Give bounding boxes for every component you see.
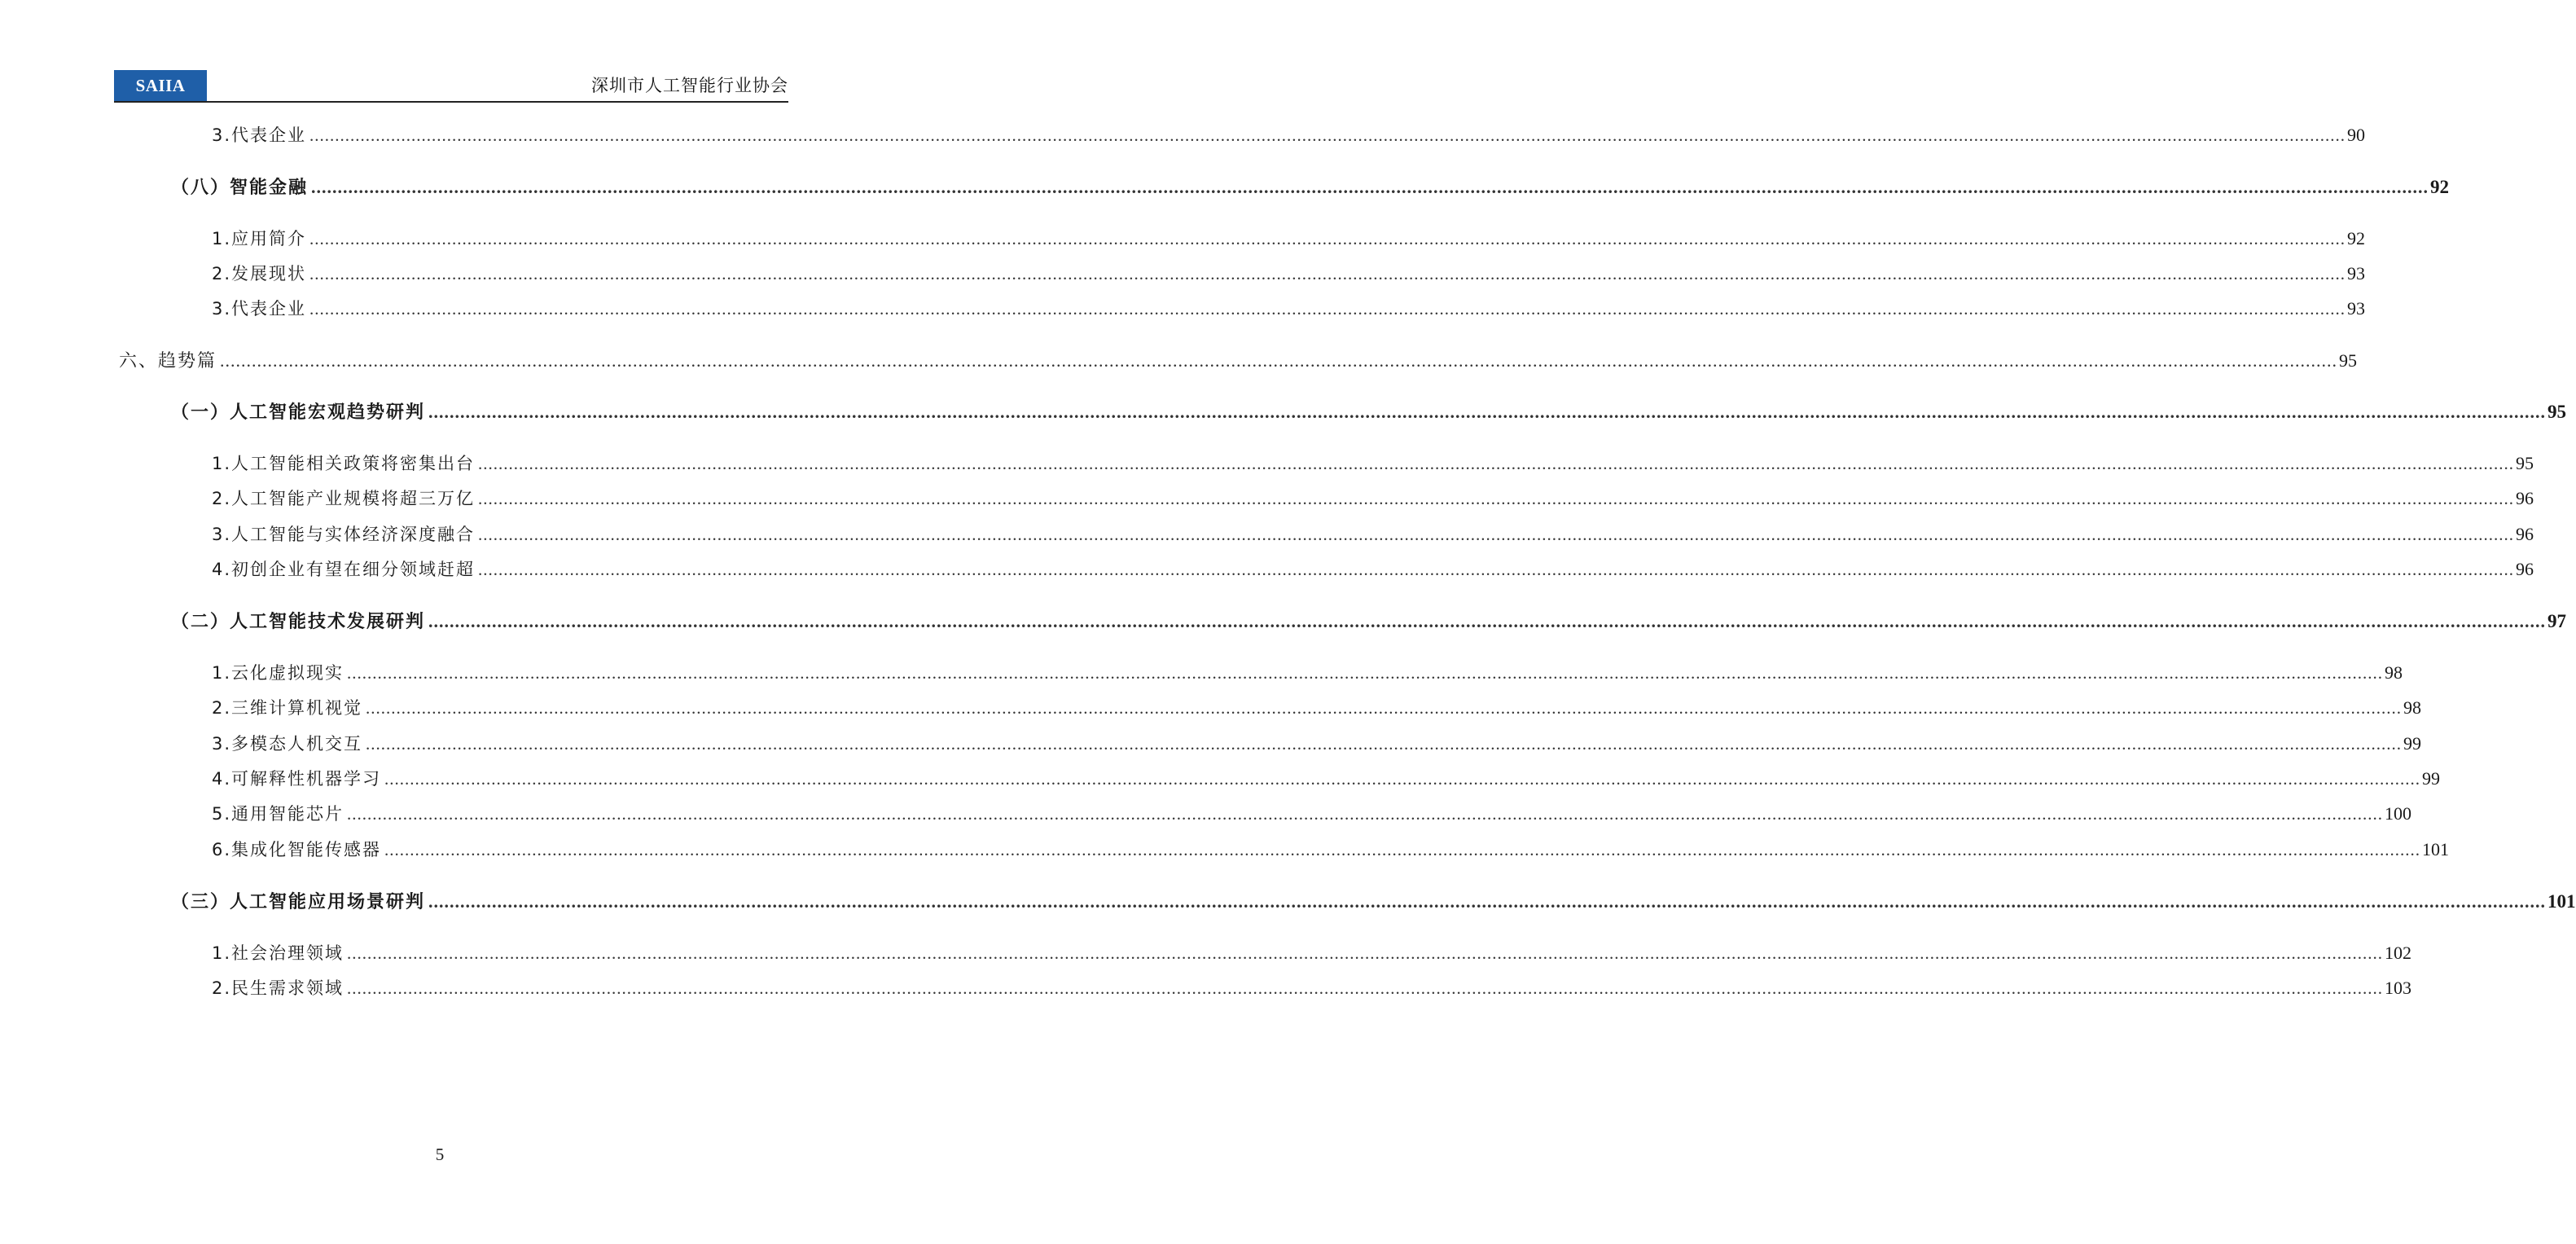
toc-dot-leader: ................................................................................................................................................................................................................................................................................................................................................................................................................ — [347, 978, 2384, 998]
toc-dot-leader: ................................................................................................................................................................................................................................................................................................................................................................................................................ — [309, 229, 2346, 248]
toc-dot-leader: ................................................................................................................................................................................................................................................................................................................................................................................................................ — [478, 525, 2515, 544]
toc-entry-title: 2.民生需求领域 — [212, 978, 344, 998]
toc-entry-page: 99 — [2422, 768, 2441, 789]
toc-entry-title: （八）智能金融 — [171, 178, 309, 198]
toc-dot-leader: ................................................................................................................................................................................................................................................................................................................................................................................................................ — [309, 125, 2346, 145]
toc-entry-page: 96 — [2516, 559, 2534, 579]
toc-entry[interactable] — [212, 226, 2366, 250]
toc-entry-title: 六、趋势篇 — [119, 351, 217, 371]
toc-entry-page: 95 — [2516, 453, 2534, 473]
toc-entry-page: 100 — [2385, 803, 2412, 824]
toc-entry[interactable] — [212, 731, 2422, 755]
toc-entry[interactable] — [212, 975, 2412, 1000]
toc-dot-leader: ................................................................................................................................................................................................................................................................................................................................................................................................................ — [478, 454, 2515, 473]
toc-entry-title: 5.通用智能芯片 — [212, 804, 344, 824]
toc-entry-title: 4.可解释性机器学习 — [212, 769, 382, 789]
toc-entry[interactable] — [212, 296, 2366, 320]
toc-entry[interactable] — [212, 695, 2422, 719]
toc-entry-title: （二）人工智能技术发展研判 — [171, 612, 426, 632]
toc-entry-page: 103 — [2385, 978, 2412, 998]
toc-dot-leader: ................................................................................................................................................................................................................................................................................................................................................................................................................ — [366, 734, 2403, 754]
toc-dot-leader: ................................................................................................................................................................................................................................................................................................................................................................................................................ — [428, 891, 2547, 912]
toc-entry[interactable] — [212, 521, 2534, 546]
toc-entry-title: 6.集成化智能传感器 — [212, 840, 382, 859]
toc-dot-leader: ................................................................................................................................................................................................................................................................................................................................................................................................................ — [220, 350, 2338, 371]
toc-entry-title: 2.发展现状 — [212, 264, 307, 284]
toc-entry-title: 1.人工智能相关政策将密集出台 — [212, 454, 476, 473]
toc-entry-page: 99 — [2403, 733, 2422, 754]
toc-entry-page: 101 — [2422, 839, 2450, 859]
toc-entry-page: 92 — [2347, 228, 2366, 248]
toc-dot-leader: ................................................................................................................................................................................................................................................................................................................................................................................................................ — [366, 698, 2403, 718]
toc-entry-page: 95 — [2339, 350, 2358, 371]
toc-dot-leader: ................................................................................................................................................................................................................................................................................................................................................................................................................ — [309, 299, 2346, 319]
toc-dot-leader: ................................................................................................................................................................................................................................................................................................................................................................................................................ — [478, 560, 2515, 579]
toc-entry-title: 2.人工智能产业规模将超三万亿 — [212, 489, 476, 508]
toc-entry[interactable] — [171, 888, 2576, 913]
toc-entry-page: 95 — [2547, 402, 2567, 422]
toc-entry-title: 1.社会治理领域 — [212, 943, 344, 963]
toc-entry-page: 101 — [2547, 891, 2576, 912]
toc-entry-page: 96 — [2516, 488, 2534, 508]
toc-dot-leader: ................................................................................................................................................................................................................................................................................................................................................................................................................ — [478, 489, 2515, 508]
page-number: 5 — [435, 1145, 445, 1164]
toc-entry[interactable] — [212, 451, 2534, 475]
toc-dot-leader: ................................................................................................................................................................................................................................................................................................................................................................................................................ — [309, 264, 2346, 284]
header-rule — [114, 101, 788, 103]
toc-entry[interactable] — [212, 660, 2403, 684]
toc-dot-leader: ................................................................................................................................................................................................................................................................................................................................................................................................................ — [428, 611, 2547, 631]
toc-entry-page: 98 — [2403, 697, 2422, 718]
toc-entry-page: 93 — [2347, 263, 2366, 284]
toc-entry-page: 90 — [2347, 125, 2366, 145]
toc-entry[interactable] — [212, 766, 2441, 790]
toc-dot-leader: ................................................................................................................................................................................................................................................................................................................................................................................................................ — [428, 402, 2547, 422]
toc-dot-leader: ................................................................................................................................................................................................................................................................................................................................................................................................................ — [347, 663, 2384, 683]
toc-entry-title: 1.云化虚拟现实 — [212, 663, 344, 683]
toc-entry-title: （一）人工智能宏观趋势研判 — [171, 402, 426, 423]
toc-entry-title: 1.应用简介 — [212, 229, 307, 248]
saiia-logo: SAIIA — [114, 70, 207, 101]
toc-dot-leader: ................................................................................................................................................................................................................................................................................................................................................................................................................ — [384, 840, 2421, 859]
toc-entry-page: 98 — [2385, 662, 2403, 683]
toc-entry-title: 3.人工智能与实体经济深度融合 — [212, 525, 476, 544]
toc-dot-leader: ................................................................................................................................................................................................................................................................................................................................................................................................................ — [347, 943, 2384, 963]
toc-dot-leader: ................................................................................................................................................................................................................................................................................................................................................................................................................ — [384, 769, 2421, 789]
toc-entry[interactable] — [212, 486, 2534, 510]
toc-entry[interactable] — [171, 174, 2450, 199]
toc-entry[interactable] — [171, 608, 2567, 633]
toc-entry-title: 2.三维计算机视觉 — [212, 698, 363, 718]
toc-dot-leader: ................................................................................................................................................................................................................................................................................................................................................................................................................ — [347, 804, 2384, 824]
toc-entry-page: 97 — [2547, 611, 2567, 631]
toc-entry-page: 96 — [2516, 524, 2534, 544]
toc-entry[interactable] — [212, 261, 2366, 285]
toc-entry-title: 3.多模态人机交互 — [212, 734, 363, 754]
toc-entry[interactable] — [119, 347, 2358, 372]
toc-entry[interactable] — [171, 398, 2567, 424]
toc-entry-title: 4.初创企业有望在细分领域赶超 — [212, 560, 476, 579]
toc-dot-leader: ................................................................................................................................................................................................................................................................................................................................................................................................................ — [311, 177, 2429, 197]
toc-entry-page: 92 — [2430, 177, 2450, 197]
toc-entry-title: （三）人工智能应用场景研判 — [171, 892, 426, 912]
toc-entry[interactable] — [212, 837, 2450, 861]
toc-entry[interactable] — [212, 940, 2412, 965]
toc-entry-page: 102 — [2385, 943, 2412, 963]
page-header — [114, 70, 788, 103]
toc-entry[interactable] — [212, 122, 2366, 147]
toc-entry-page: 93 — [2347, 298, 2366, 319]
toc-entry-title: 3.代表企业 — [212, 125, 307, 145]
toc-entry-title: 3.代表企业 — [212, 299, 307, 319]
toc-entry[interactable] — [212, 556, 2534, 581]
toc-entry[interactable] — [212, 801, 2412, 825]
organization-name: 深圳市人工智能行业协会 — [591, 76, 788, 95]
